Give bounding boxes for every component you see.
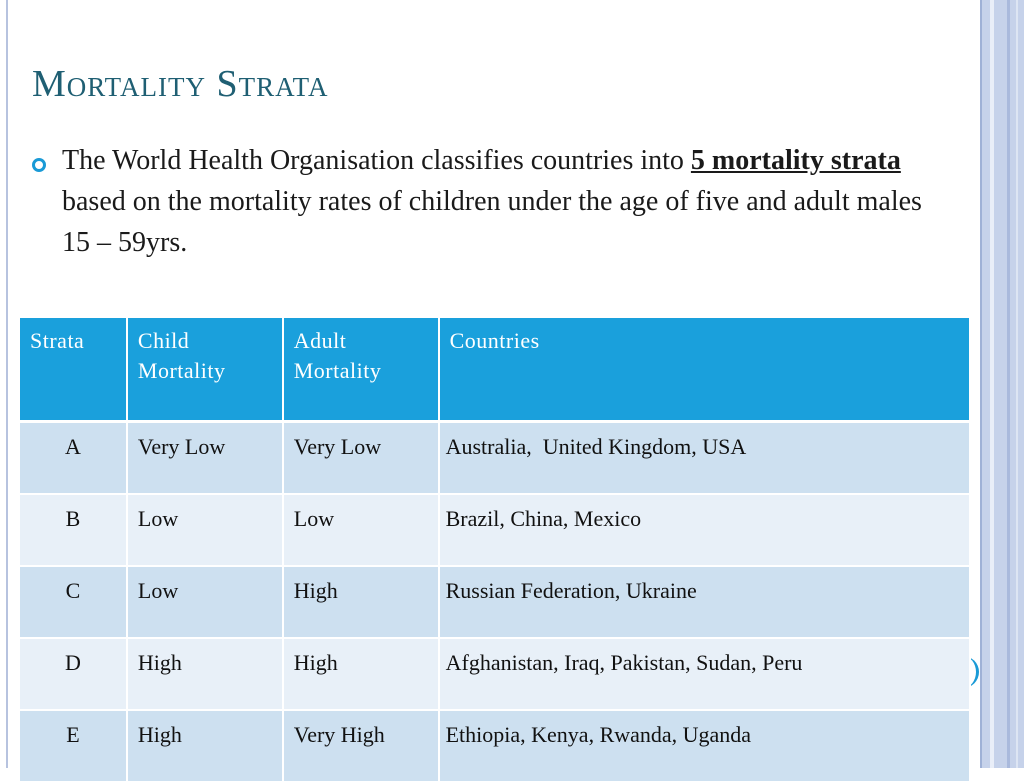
cell-strata: E bbox=[20, 710, 127, 782]
cell-adult-mortality: Very High bbox=[283, 710, 439, 782]
header-countries: Countries bbox=[439, 318, 970, 422]
cell-child-mortality: High bbox=[127, 638, 283, 710]
table-header-row bbox=[20, 318, 970, 422]
cell-countries: Brazil, China, Mexico bbox=[439, 494, 970, 566]
cell-countries: Russian Federation, Ukraine bbox=[439, 566, 970, 638]
cell-child-mortality: Low bbox=[127, 494, 283, 566]
table-row bbox=[20, 710, 970, 782]
slide-frame-line bbox=[980, 0, 982, 768]
bullet-icon bbox=[32, 158, 46, 172]
bullet-text bbox=[62, 140, 932, 263]
table-row bbox=[20, 638, 970, 710]
cell-strata: C bbox=[20, 566, 127, 638]
slide-frame-line bbox=[1016, 0, 1018, 768]
header-strata: Strata bbox=[20, 318, 127, 422]
header-child-mortality: Child Mortality bbox=[127, 318, 283, 422]
table-row bbox=[20, 494, 970, 566]
slide-frame-line bbox=[990, 0, 994, 768]
table-row bbox=[20, 422, 970, 495]
bullet-text-after: based on the mortality rates of children under the age of five and adult males 15 – 59yrs. bbox=[62, 186, 922, 258]
cell-countries: Australia, United Kingdom, USA bbox=[439, 422, 970, 495]
cell-strata: A bbox=[20, 422, 127, 495]
cell-adult-mortality: Very Low bbox=[283, 422, 439, 495]
cell-countries: Ethiopia, Kenya, Rwanda, Uganda bbox=[439, 710, 970, 782]
header-adult-mortality: Adult Mortality bbox=[283, 318, 439, 422]
bullet-item bbox=[32, 140, 932, 263]
slide-frame-line bbox=[1007, 0, 1010, 768]
cell-strata: B bbox=[20, 494, 127, 566]
bullet-emphasis: 5 mortality strata bbox=[690, 145, 901, 176]
cell-adult-mortality: High bbox=[283, 638, 439, 710]
cell-child-mortality: High bbox=[127, 710, 283, 782]
bullet-text-before: The World Health Organisation classifies countries into bbox=[62, 145, 691, 176]
cell-countries: Afghanistan, Iraq, Pakistan, Sudan, Peru bbox=[439, 638, 970, 710]
slide-title: Mortality Strata bbox=[32, 63, 329, 105]
cell-strata: D bbox=[20, 638, 127, 710]
cell-adult-mortality: Low bbox=[283, 494, 439, 566]
table-row bbox=[20, 566, 970, 638]
cell-child-mortality: Low bbox=[127, 566, 283, 638]
cell-child-mortality: Very Low bbox=[127, 422, 283, 495]
cell-adult-mortality: High bbox=[283, 566, 439, 638]
mortality-strata-table bbox=[20, 318, 971, 783]
slide-frame-left bbox=[6, 0, 8, 768]
